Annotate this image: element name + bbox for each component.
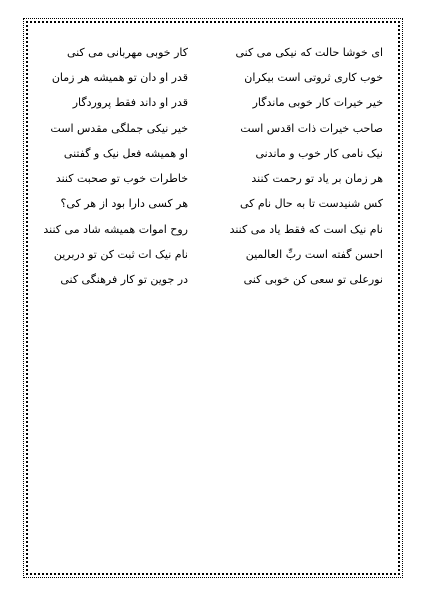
couplet bbox=[38, 65, 393, 90]
hemistich-right: نورعلی تو سعی کن خوبی کنی bbox=[243, 273, 383, 287]
hemistich-right: کس شنیدست تا به حال نام کی bbox=[239, 197, 383, 211]
hemistich-left: روح اموات همیشه شاد می کنند bbox=[43, 222, 188, 236]
hemistich-right: هر زمان بر یاد تو رحمت کنند bbox=[251, 172, 383, 186]
hemistich-left: در جوین تو کار فرهنگی کنی bbox=[60, 273, 188, 287]
hemistich-left: قدر او دان تو همیشه هر زمان bbox=[51, 70, 188, 84]
hemistich-left: خیر نیکی جملگی مقدس است bbox=[50, 121, 188, 135]
couplet bbox=[38, 141, 393, 166]
hemistich-right: ای خوشا حالت که نیکی می کنی bbox=[235, 45, 383, 59]
hemistich-right: نام نیک است که فقط یاد می کنند bbox=[229, 222, 383, 236]
couplet bbox=[38, 268, 393, 293]
hemistich-left: کار خوبی مهربانی می کنی bbox=[66, 45, 188, 59]
hemistich-right: نیک نامی کار خوب و ماندنی bbox=[255, 146, 383, 160]
couplet bbox=[38, 192, 393, 217]
hemistich-left: خاطرات خوب تو صحبت کنند bbox=[55, 172, 188, 186]
hemistich-right: خیر خیرات کار خوبی ماندگار bbox=[252, 96, 383, 110]
hemistich-left: هر کسی دارا بود از هر کی؟ bbox=[60, 197, 188, 211]
couplet bbox=[38, 40, 393, 65]
couplet bbox=[38, 91, 393, 116]
hemistich-left: نام نیک ات ثبت کن تو دربرین bbox=[53, 248, 188, 262]
hemistich-left: او همیشه فعل نیک و گفتنی bbox=[63, 146, 188, 160]
hemistich-left: قدر او داند فقط پروردگار bbox=[72, 96, 188, 110]
poem bbox=[38, 40, 393, 293]
hemistich-right: احسن گفته است ربِّ العالمین bbox=[245, 248, 383, 262]
hemistich-right: خوب کاری ثروتی است بیکران bbox=[244, 70, 383, 84]
couplet bbox=[38, 166, 393, 191]
couplet bbox=[38, 242, 393, 267]
couplet bbox=[38, 217, 393, 242]
hemistich-right: صاحب خیرات ذات اقدس است bbox=[240, 121, 383, 135]
couplet bbox=[38, 116, 393, 141]
